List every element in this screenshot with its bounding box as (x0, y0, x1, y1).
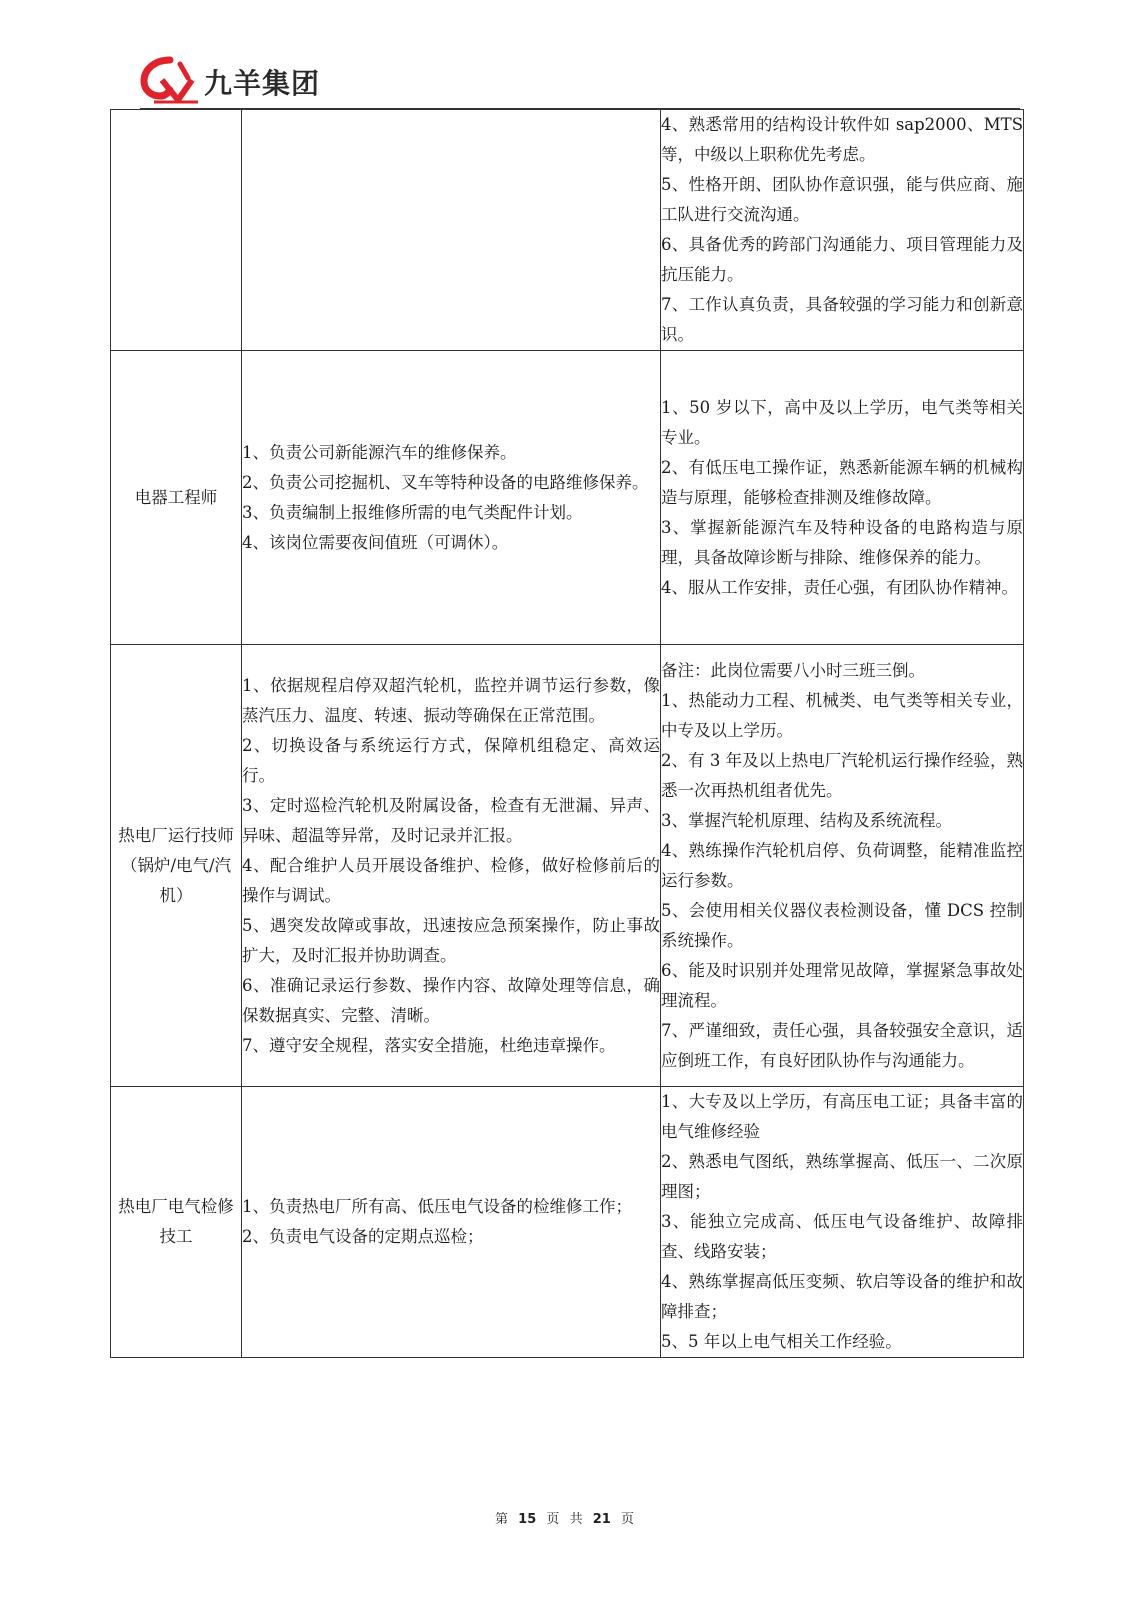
requirement-line: 3、能独立完成高、低压电气设备维护、故障排查、线路安装； (661, 1212, 1023, 1261)
job-requirement-cell (661, 1087, 1024, 1358)
requirement-line: 5、性格开朗、团队协作意识强，能与供应商、施工队进行交流沟通。 (661, 175, 1023, 224)
requirement-line: 7、严谨细致，责任心强，具备较强安全意识，适应倒班工作，有良好团队协作与沟通能力。 (661, 1020, 1023, 1070)
job-title-cell (111, 110, 242, 351)
requirement-line: 3、掌握新能源汽车及特种设备的电路构造与原理，具备故障诊断与排除、维修保养的能力。 (661, 517, 1023, 567)
job-duty-cell (242, 110, 661, 351)
page-number: 15 (518, 1512, 537, 1527)
table-row (111, 351, 1024, 645)
job-requirement-cell (661, 645, 1024, 1087)
requirement-line: 4、熟悉常用的结构设计软件如 sap2000、MTS 等，中级以上职称优先考虑。 (661, 115, 1023, 164)
job-requirement-cell (661, 351, 1024, 645)
requirement-line: 备注：此岗位需要八小时三班三倒。 (661, 660, 925, 680)
job-title-cell: 电器工程师 (111, 351, 242, 645)
duty-line: 1、负责热电厂所有高、低压电气设备的检维修工作； (242, 1197, 632, 1216)
requirement-line: 7、工作认真负责，具备较强的学习能力和创新意识。 (661, 295, 1023, 344)
requirement-line: 4、服从工作安排，责任心强，有团队协作精神。 (661, 577, 1018, 597)
requirement-line: 5、会使用相关仪器仪表检测设备，懂 DCS 控制系统操作。 (661, 900, 1023, 950)
requirement-line: 1、大专及以上学历，有高压电工证；具备丰富的电气维修经验 (661, 1092, 1023, 1141)
footer-page-word: 页 (546, 1512, 560, 1527)
page-header (140, 52, 1020, 108)
table-row (111, 645, 1024, 1087)
brand-name: 九羊集团 (204, 67, 321, 100)
table-row (111, 110, 1024, 351)
duty-line: 2、负责电气设备的定期点巡检； (242, 1227, 484, 1246)
job-duty-cell (242, 1087, 661, 1358)
job-duty-cell (242, 645, 661, 1087)
requirement-line: 3、掌握汽轮机原理、结构及系统流程。 (661, 810, 952, 830)
duty-line: 4、该岗位需要夜间值班（可调休）。 (242, 532, 509, 552)
footer-total-word: 共 (569, 1512, 583, 1527)
duty-line: 1、依据规程启停双超汽轮机，监控并调节运行参数，像蒸汽压力、温度、转速、振动等确保在正常范围。 (242, 675, 660, 725)
job-title-cell: 热电厂电气检修技工 (111, 1087, 242, 1358)
duty-line: 4、配合维护人员开展设备维护、检修，做好检修前后的操作与调试。 (242, 855, 660, 905)
footer-prefix: 第 (495, 1512, 509, 1527)
jiuyang-logo-icon (140, 56, 202, 106)
requirement-line: 1、热能动力工程、机械类、电气类等相关专业，中专及以上学历。 (661, 690, 1023, 740)
job-duty-cell (242, 351, 661, 645)
requirement-line: 2、有低压电工操作证，熟悉新能源车辆的机械构造与原理，能够检查排测及维修故障。 (661, 457, 1023, 507)
total-pages: 21 (592, 1512, 611, 1527)
table-row (111, 1087, 1024, 1358)
duty-line: 2、切换设备与系统运行方式，保障机组稳定、高效运行。 (242, 735, 660, 785)
requirement-line: 4、熟练操作汽轮机启停、负荷调整，能精准监控运行参数。 (661, 840, 1023, 890)
job-title-cell: 热电厂运行技师（锅炉/电气/汽机） (111, 645, 242, 1087)
duty-line: 7、遵守安全规程，落实安全措施，杜绝违章操作。 (242, 1035, 616, 1055)
footer-suffix: 页 (620, 1512, 634, 1527)
requirement-line: 2、有 3 年及以上热电厂汽轮机运行操作经验，熟悉一次再热机组者优先。 (661, 750, 1023, 800)
duty-line: 1、负责公司新能源汽车的维修保养。 (242, 442, 517, 462)
job-table (110, 109, 1024, 1358)
duty-line: 2、负责公司挖掘机、叉车等特种设备的电路维修保养。 (242, 472, 649, 492)
requirement-line: 1、50 岁以下，高中及以上学历，电气类等相关专业。 (661, 397, 1023, 447)
job-requirement-cell (661, 110, 1024, 351)
page-footer (0, 1508, 1129, 1527)
requirement-line: 2、熟悉电气图纸，熟练掌握高、低压一、二次原理图； (661, 1152, 1023, 1201)
requirement-line: 5、5 年以上电气相关工作经验。 (661, 1332, 902, 1351)
duty-line: 3、负责编制上报维修所需的电气类配件计划。 (242, 502, 583, 522)
duty-line: 6、准确记录运行参数、操作内容、故障处理等信息，确保数据真实、完整、清晰。 (242, 975, 660, 1025)
duty-line: 5、遇突发故障或事故，迅速按应急预案操作，防止事故扩大，及时汇报并协助调查。 (242, 915, 660, 965)
requirement-line: 6、具备优秀的跨部门沟通能力、项目管理能力及抗压能力。 (661, 235, 1023, 284)
requirement-line: 6、能及时识别并处理常见故障，掌握紧急事故处理流程。 (661, 960, 1023, 1010)
requirement-line: 4、熟练掌握高低压变频、软启等设备的维护和故障排查； (661, 1272, 1023, 1321)
duty-line: 3、定时巡检汽轮机及附属设备，检查有无泄漏、异声、异味、超温等异常，及时记录并汇报。 (242, 795, 660, 845)
